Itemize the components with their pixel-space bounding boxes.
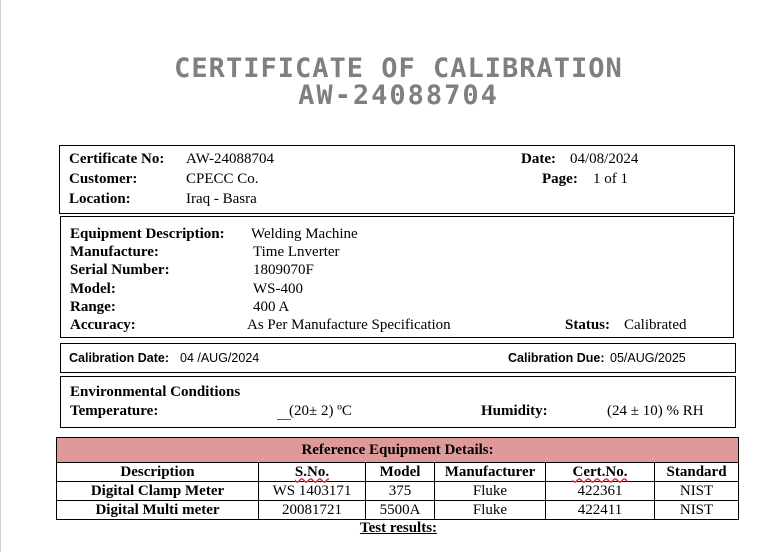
environment-title: Environmental Conditions [70,384,241,400]
table-cell: NIST [655,501,739,520]
column-header: Manufacturer [435,463,546,482]
column-header-label: Cert.No. [572,463,628,480]
date-value: 04/08/2024 [570,151,639,167]
test-results-title: Test results: [359,520,438,536]
calibration-due-value: 05/AUG/2025 [610,351,686,365]
column-header [259,463,366,482]
table-cell: Digital Multi meter [57,501,259,520]
page-value: 1 of 1 [593,171,628,187]
date-label: Date: [521,151,556,167]
equipment-description-label: Equipment Description: [70,226,225,242]
certificate-title: CERTIFICATE OF CALIBRATION [174,53,623,84]
column-header: Standard [655,463,739,482]
serial-number-value: 1809070F [253,262,314,278]
reference-equipment-table [56,437,739,520]
table-row [57,501,739,520]
manufacture-value: Time Lnverter [253,244,340,260]
manufacture-label: Manufacture: [70,244,159,260]
page-label: Page: [542,171,578,187]
table-cell: Digital Clamp Meter [57,482,259,501]
customer-label: Customer: [69,171,138,187]
status-label: Status: [565,317,611,333]
cert-no-value: AW-24088704 [186,151,274,167]
location-value: Iraq - Basra [186,191,257,207]
range-value: 400 A [253,299,290,315]
status-value: Calibrated [624,317,687,333]
table-cell: 422411 [546,501,655,520]
certificate-code-heading: AW-24088704 [298,80,499,111]
model-value: WS-400 [253,281,303,297]
table-cell: Fluke [435,482,546,501]
calibration-date-label: Calibration Date: [69,351,170,365]
humidity-label: Humidity: [481,403,548,419]
calibration-date-value: 04 /AUG/2024 [180,351,260,365]
accuracy-value: As Per Manufacture Specification [247,317,451,333]
temperature-label: Temperature: [70,403,159,419]
equipment-description-value: Welding Machine [251,226,358,242]
table-cell: 375 [366,482,435,501]
table-cell: WS 1403171 [259,482,366,501]
temperature-value: (20± 2) ºC [289,403,352,419]
reference-table-title: Reference Equipment Details: [57,438,739,463]
accuracy-label: Accuracy: [70,317,136,333]
humidity-value: (24 ± 10) % RH [607,403,704,419]
column-header-label: S.No. [294,463,330,480]
model-label: Model: [70,281,116,297]
column-header: Description [57,463,259,482]
calibration-due-label: Calibration Due: [508,351,605,365]
table-cell: 5500A [366,501,435,520]
reference-table-header [57,463,739,482]
table-cell: NIST [655,482,739,501]
location-label: Location: [69,191,131,207]
table-cell: 422361 [546,482,655,501]
range-label: Range: [70,299,116,315]
customer-value: CPECC Co. [186,171,259,187]
table-cell: Fluke [435,501,546,520]
column-header [546,463,655,482]
serial-number-label: Serial Number: [70,262,170,278]
table-cell: 20081721 [259,501,366,520]
cert-no-label: Certificate No: [69,151,165,167]
text-cursor-marker [277,419,291,420]
table-row [57,482,739,501]
column-header: Model [366,463,435,482]
